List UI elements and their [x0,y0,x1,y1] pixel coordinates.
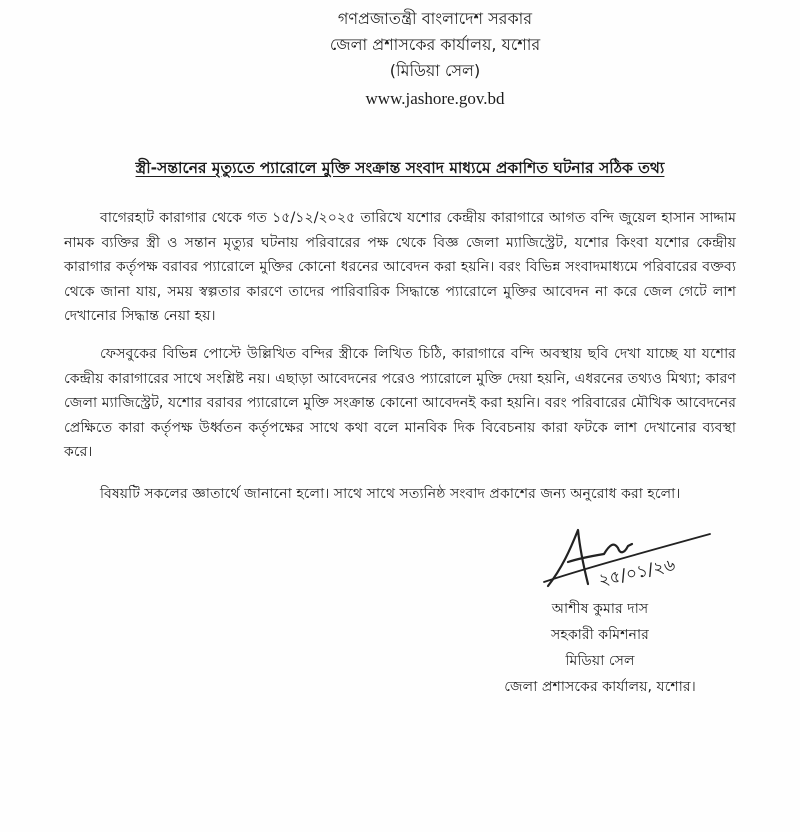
website-url: www.jashore.gov.bd [365,89,505,108]
body-paragraph-1: বাগেরহাট কারাগার থেকে গত ১৫/১২/২০২৫ তারিখে যশোর কেন্দ্রীয় কারাগারে আগত বন্দি জুয়েল হাসান সাদ্দাম নামক ব্যক্তির স্ত্রী ও সন্তান মৃত্যুর ঘটনায় পরিবারের পক্ষ থেকে বিজ্ঞ জেলা ম্যাজিস্ট্রেট, যশোর কিংবা যশোর কেন্দ্রীয় কারাগার কর্তৃপক্ষ বরাবর প্যারোলে মুক্তির কোনো ধরনের আবেদন করা হয়নি। বরং বিভিন্ন সংবাদমাধ্যমে পরিবারের বক্তব্য থেকে জানা যায়, সময় স্বল্পতার কারণে তাদের পারিবারিক সিদ্ধান্তে প্যারোলে মুক্তির আবেদন না করে জেল গেটে লাশ দেখানোর সিদ্ধান্ত নেয়া হয়। [64,210,736,324]
office-name: জেলা প্রশাসকের কার্যালয়, যশোর [329,35,541,54]
signature-date: ২৫/০১/২৬ [596,555,678,591]
signatory-office: জেলা প্রশাসকের কার্যালয়, যশোর। [504,679,696,695]
cell-name: (মিডিয়া সেল) [389,61,481,80]
government-name: গণপ্রজাতন্ত্রী বাংলাদেশ সরকার [337,9,533,28]
body-paragraph-2: ফেসবুকের বিভিন্ন পোস্টে উল্লিখিত বন্দির স্ত্রীকে লিখিত চিঠি, কারাগারে বন্দি অবস্থায় ছবি দেখা যাচ্ছে যা যশোর কেন্দ্রীয় কারাগারের সাথে সংশ্লিষ্ট নয়। এছাড়া আবেদনের পরেও প্যারোলে মুক্তি দেয়া হয়নি, এধরনের তথ্যও মিথ্যা; কারণ জেলা ম্যাজিস্ট্রেট, যশোর বরাবর প্যারোলে মুক্তি সংক্রান্ত কোনো আবেদনই করা হয়নি। বরং পরিবারের মৌখিক আবেদনের প্রেক্ষিতে কারা কর্তৃপক্ষ উর্ধ্বতন কর্তৃপক্ষের সাথে কথা বলে মানবিক দিক বিবেচনায় কারা ফটকে লাশ দেখানোর ব্যবস্থা করে। [64,346,736,460]
signatory-block [470,596,730,700]
document-heading: স্ত্রী-সন্তানের মৃত্যুতে প্যারোলে মুক্তি সংক্রান্ত সংবাদ মাধ্যমে প্রকাশিত ঘটনার সঠিক তথ্য [135,159,665,177]
signatory-unit: মিডিয়া সেল [565,653,635,669]
signatory-designation: সহকারী কমিশনার [551,627,649,643]
letterhead [0,6,800,112]
handwritten-signature [540,520,730,600]
body-paragraph-3: বিষয়টি সকলের জ্ঞাতার্থে জানানো হলো। সাথে সাথে সত্যনিষ্ঠ সংবাদ প্রকাশের জন্য অনুরোধ করা হলো। [100,486,681,502]
signatory-name: আশীষ কুমার দাস [551,601,649,617]
